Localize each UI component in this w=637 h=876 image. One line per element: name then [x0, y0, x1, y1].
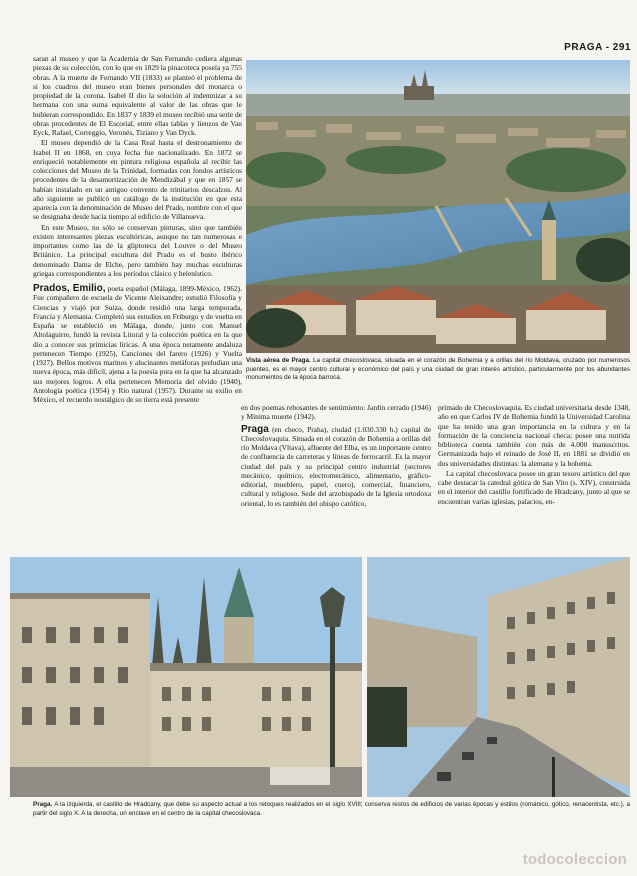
left-text-column — [33, 54, 242, 552]
entry-title: Prados, Emilio, — [33, 283, 106, 294]
paragraph: primado de Checoslovaquia. Es ciudad universitaria desde 1348, año en que Carlos IV de Bohemia fundó la Universidad Carolina que ha tenido una gran importancia en la cultura y en la formación de la conciencia nacional checa; posee una nutrida biblioteca cuenta también con más de 4.000 manuscritos. Germanizada bajo el reinado de José II, en 1881 se dividió en dos universidades distintas: la alemana y la bohema. — [438, 403, 630, 468]
street-photo-illustration — [367, 557, 630, 797]
entry-text: poeta español (Málaga, 1899-México, 1962). Fue compañero de escuela de Vicente Aleixandre; estudió Filosofía y Ciencias y viajó por Suiza, donde residió una larga temporada, Francia y Alemania. Completó sus estudios en Friburgo y de vuelta en España se estableció en Málaga, donde, junto con Manuel Altolaguirre, fundó la revista Litoral y la colección poética en la que dio a conocer sus primicias líricas. A una época netamente andaluza pertenecen Tiempo (1925), Canciones del farero (1926) y Vuelta (1927). Bellos motivos marinos y alucinantes metáforas preludian una nueva época, más difícil, ajena a la poesía pura en la que ha alcanzado sus mejores logros. A ella pertenecen Memoria del olvido (1940), Antología poética (1954) y Río natural (1957). Durante su exilio en México, el recuerdo nostálgico de su tierra está presente — [33, 284, 242, 404]
aerial-photo-caption — [246, 357, 630, 383]
right-text-column — [438, 403, 630, 553]
bottom-photos-caption — [33, 801, 630, 818]
entry-prados — [33, 284, 242, 404]
paragraph: La capital checoslovaca posee un gran tesoro artístico del que cabe destacar la catedral gótica de San Vito (s. XIV), construida en el interior del castillo fortificado de Hradcany, junto al que se encuentran varias iglesias, palacios, en- — [438, 468, 630, 506]
castle-photo-illustration — [10, 557, 362, 797]
caption-lead: Praga. — [33, 801, 53, 808]
caption-text: La capital checoslovaca, situada en el corazón de Bohemia y a orillas del río Moldava, cruzado por numerosos puentes, es el mayor centro cultural y económico del país y una ciudad de gran interés artístico, particularmente por los abundantes monumentos de la época barroca. — [246, 357, 631, 382]
city-street-photo — [367, 557, 630, 797]
paragraph: En este Museo, no sólo se conservan pinturas, sino que también existen interesantes piezas escultóricas, aunque no tan numerosas e importantes como las de la gliptoteca del Louvre o del Museo Británico. La principal escultura del Prado es el busto ibérico denominado Dama de Elche, pero también hay muchas esculturas griegas correspondientes a los períodos clásico y helenístico. — [33, 222, 242, 278]
aerial-photo-illustration — [246, 60, 630, 353]
paragraph: El museo dependió de la Casa Real hasta el destronamiento de Isabel II en 1868, en cuya fecha fue nacionalizado. En 1872 se enriqueció notablemente en pintura religiosa española al recibir las colecciones del Museo de la Trinidad, formadas con fondos artísticos procedentes de la desamortización de Mendizábal y que en 1857 se habían instalado en un antiguo convento de trinitarios descalzos. Al año siguiente se publicó un catálogo de la institución en que esta aparecía con la denominación de Museo del Prado, nombre con el que se designaba desde hacía tiempo al edificio de Villanueva. — [33, 138, 242, 222]
paragraph: saran al museo y que la Academia de San Fernando cediera algunas piezas de su colección, con lo que en 1829 la pinacoteca poseía ya 755 obras. A la muerte de Fernando VII (1833) se planteó el problema de si los cuadros del museo eran bienes personales del monarca o propiedad de la corona. Isabel II dio la solución al indemnizar a su hermana con una suma equivalente al valor de las obras que le hubieran correspondido. En 1837 y 1839 el museo recibió una serie de obras procedentes de El Escorial, entre ellas tablas y lienzos de Van Eyck, Rafael, Correggio, Veronés, Tiziano y Van Dyck. — [33, 54, 242, 137]
entry-title: Praga — [241, 423, 269, 435]
watermark: todocoleccion — [522, 851, 627, 868]
caption-lead: Vista aérea de Praga. — [246, 357, 311, 364]
aerial-photo-prague — [246, 60, 630, 353]
running-head: PRAGA - 291 — [564, 42, 631, 53]
middle-text-column — [241, 403, 431, 553]
entry-praga — [241, 425, 431, 508]
paragraph: en dos poemas rebosantes de sentimiento: Jardín cerrado (1946) y Mínima muerte (1942). — [241, 403, 431, 422]
entry-text: (en checo, Praha), ciudad (1.030.330 h.) capital de Checoslovaquia. Situada en el corazón de Bohemia a orillas del río Moldava (Vltava), afluente del Elba, es un importante centro de confluencia de carreteras y líneas de ferrocarril. Es la mayor ciudad del país y su principal centro industrial (sectores mecánico, químico, electromecánico, alimentario, gráfico-editorial, mueblero, papel, cuero), comercial, financiero, cultural y religioso. Sede del arzobispado de la Iglesia ortodoxa oriental, lo es también del obispo católico, — [241, 424, 431, 508]
caption-text: A la izquierda, el castillo de Hradcany, que debe su aspecto actual a los retoques realizados en el siglo XVIII; conserva restos de edificios de varias épocas y estilos (románico, gótico, renacentista, etc.), a partir del siglo X. A la derecha, un enclave en el centro de la capital checoslovaca. — [33, 801, 631, 817]
hradcany-castle-photo — [10, 557, 362, 797]
